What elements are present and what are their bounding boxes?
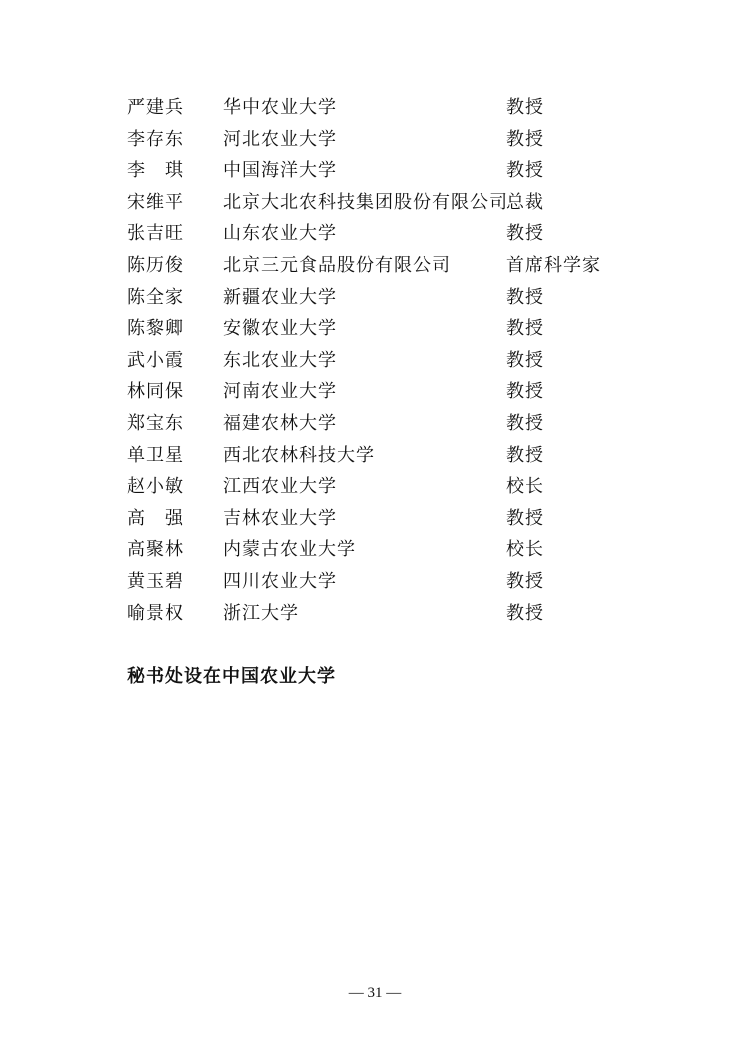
member-name: 陈历俊 <box>127 254 184 276</box>
list-item <box>0 534 750 566</box>
member-title: 教授 <box>506 349 544 371</box>
member-title: 总裁 <box>506 191 544 213</box>
member-organization: 北京大北农科技集团股份有限公司 <box>223 191 508 213</box>
member-title: 教授 <box>506 223 544 245</box>
list-item <box>0 313 750 345</box>
member-organization: 浙江大学 <box>223 602 299 624</box>
member-title: 教授 <box>506 412 544 434</box>
member-title: 首席科学家 <box>506 254 601 276</box>
list-item <box>0 440 750 472</box>
member-organization: 吉林农业大学 <box>223 507 337 529</box>
member-title: 教授 <box>506 286 544 308</box>
member-organization: 华中农业大学 <box>223 97 337 118</box>
list-item <box>0 408 750 440</box>
member-organization: 西北农林科技大学 <box>223 444 375 466</box>
member-organization: 内蒙古农业大学 <box>223 539 356 561</box>
member-name: 赵小敏 <box>127 476 184 498</box>
list-item <box>0 503 750 535</box>
member-organization: 山东农业大学 <box>223 223 337 245</box>
member-name: 陈黎卿 <box>127 318 184 340</box>
secretariat-note: 秘书处设在中国农业大学 <box>127 666 336 687</box>
member-organization: 四川农业大学 <box>223 570 337 592</box>
member-title: 教授 <box>506 318 544 340</box>
member-organization: 河南农业大学 <box>223 381 337 403</box>
member-roster <box>0 92 750 629</box>
member-name: 林同保 <box>127 381 184 403</box>
member-organization: 中国海洋大学 <box>223 160 337 182</box>
member-organization: 新疆农业大学 <box>223 286 337 308</box>
list-item <box>0 218 750 250</box>
member-title: 教授 <box>506 160 544 182</box>
list-item <box>0 250 750 282</box>
list-item <box>0 566 750 598</box>
list-item <box>0 155 750 187</box>
member-name: 李存东 <box>127 128 184 150</box>
member-organization: 安徽农业大学 <box>223 318 337 340</box>
member-title: 校长 <box>506 476 544 498</box>
list-item <box>0 187 750 219</box>
member-title: 教授 <box>506 128 544 150</box>
member-organization: 福建农林大学 <box>223 412 337 434</box>
member-organization: 东北农业大学 <box>223 349 337 371</box>
member-name: 严建兵 <box>127 97 184 118</box>
list-item <box>0 124 750 156</box>
list-item <box>0 345 750 377</box>
member-title: 教授 <box>506 570 544 592</box>
member-name: 喻景权 <box>127 602 184 624</box>
member-name: 高聚林 <box>127 539 184 561</box>
member-title: 教授 <box>506 381 544 403</box>
list-item <box>0 376 750 408</box>
member-title: 教授 <box>506 602 544 624</box>
member-title: 校长 <box>506 539 544 561</box>
list-item <box>0 598 750 630</box>
list-item <box>0 282 750 314</box>
member-name: 宋维平 <box>127 191 184 213</box>
member-name: 张吉旺 <box>127 223 184 245</box>
list-item <box>0 92 750 124</box>
member-name: 单卫星 <box>127 444 184 466</box>
member-name: 高 强 <box>127 507 184 529</box>
member-organization: 江西农业大学 <box>223 476 337 498</box>
member-name: 郑宝东 <box>127 412 184 434</box>
member-organization: 河北农业大学 <box>223 128 337 150</box>
page-number: — 31 — <box>348 985 402 1001</box>
member-title: 教授 <box>506 97 544 118</box>
list-item <box>0 471 750 503</box>
member-name: 陈全家 <box>127 286 184 308</box>
member-title: 教授 <box>506 507 544 529</box>
member-name: 黄玉碧 <box>127 570 184 592</box>
member-title: 教授 <box>506 444 544 466</box>
member-organization: 北京三元食品股份有限公司 <box>223 254 451 276</box>
member-name: 武小霞 <box>127 349 184 371</box>
member-name: 李 琪 <box>127 160 184 182</box>
